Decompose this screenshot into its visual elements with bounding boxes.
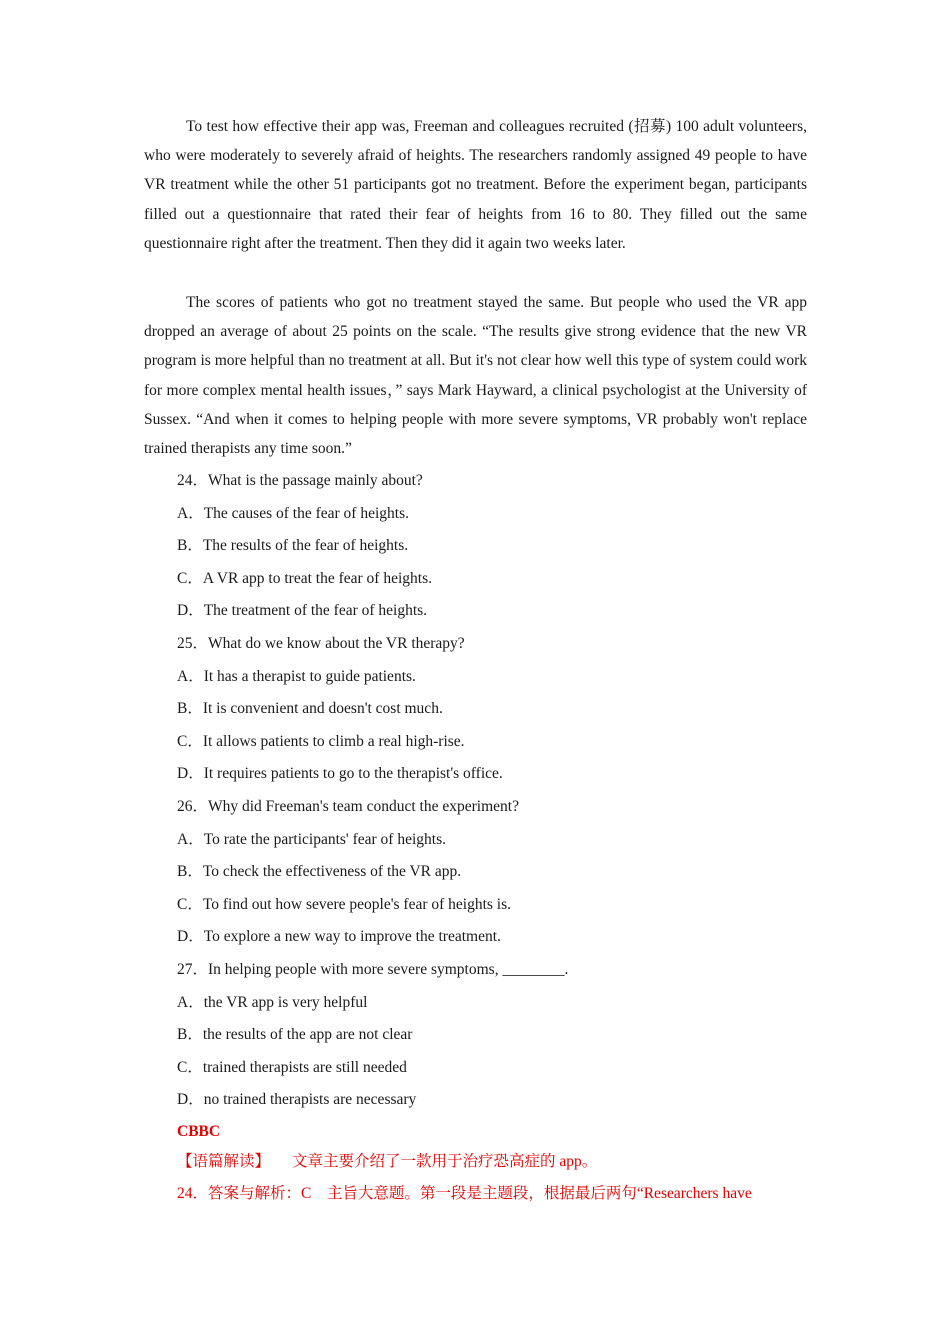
question-26-option-d: D．To explore a new way to improve the treatment. [177,928,501,945]
question-26-stem: 26．Why did Freeman's team conduct the experiment? [177,798,519,815]
question-25-option-c: C．It allows patients to climb a real high-rise. [177,733,465,750]
question-24-option-b: B．The results of the fear of heights. [177,537,409,554]
question-27-option-a: A．the VR app is very helpful [177,994,368,1011]
question-24-option-d: D．The treatment of the fear of heights. [177,602,428,619]
question-24-option-a: A．The causes of the fear of heights. [177,505,409,522]
reading-text: 文章主要介绍了一款用于治疗恐高症的 app。 [292,1153,598,1170]
question-26-option-a: A．To rate the participants' fear of heights. [177,831,446,848]
reading-summary [177,1152,597,1172]
question-24-stem: 24．What is the passage mainly about? [177,472,423,489]
reading-label: 【语篇解读】 [177,1153,271,1170]
question-25-option-d: D．It requires patients to go to the therapist's office. [177,765,503,782]
question-27-stem: 27．In helping people with more severe symptoms, ________. [177,961,569,978]
answer-key: CBBC [177,1123,221,1140]
analysis-24: 24．答案与解析：C 主旨大意题。第一段是主题段，根据最后两句“Researchers have [177,1185,752,1202]
question-25-option-b: B．It is convenient and doesn't cost much. [177,700,443,717]
question-27-option-b: B．the results of the app are not clear [177,1026,413,1043]
question-25-stem: 25．What do we know about the VR therapy? [177,635,465,652]
question-24-option-c: C．A VR app to treat the fear of heights. [177,570,432,587]
passage-paragraph-2: The scores of patients who got no treatment stayed the same. But people who used the VR app dropped an average of about 25 points on the scale. “The results give strong evidence that the new VR program is more helpful than no treatment at all. But it's not clear how well this type of system could work for more complex mental health issues，” says Mark Hayward, a clinical psychologist at the University of Sussex. “And when it comes to helping people with more severe symptoms, VR probably won't replace trained therapists any time soon.” [144,294,807,458]
question-27-option-c: C．trained therapists are still needed [177,1059,407,1076]
question-26-option-b: B．To check the effectiveness of the VR app. [177,863,462,880]
question-27-option-d: D．no trained therapists are necessary [177,1091,417,1108]
passage-paragraph-1: To test how effective their app was, Freeman and colleagues recruited (招募) 100 adult volunteers, who were moderately to severely afraid of heights. The researchers randomly assigned 49 people to have VR treatment while the other 51 participants got no treatment. Before the experiment began, participants filled out a questionnaire that rated their fear of heights from 16 to 80. They filled out the same questionnaire right after the treatment. Then they did it again two weeks later. [144,118,807,252]
question-26-option-c: C．To find out how severe people's fear of heights is. [177,896,512,913]
question-25-option-a: A．It has a therapist to guide patients. [177,668,416,685]
